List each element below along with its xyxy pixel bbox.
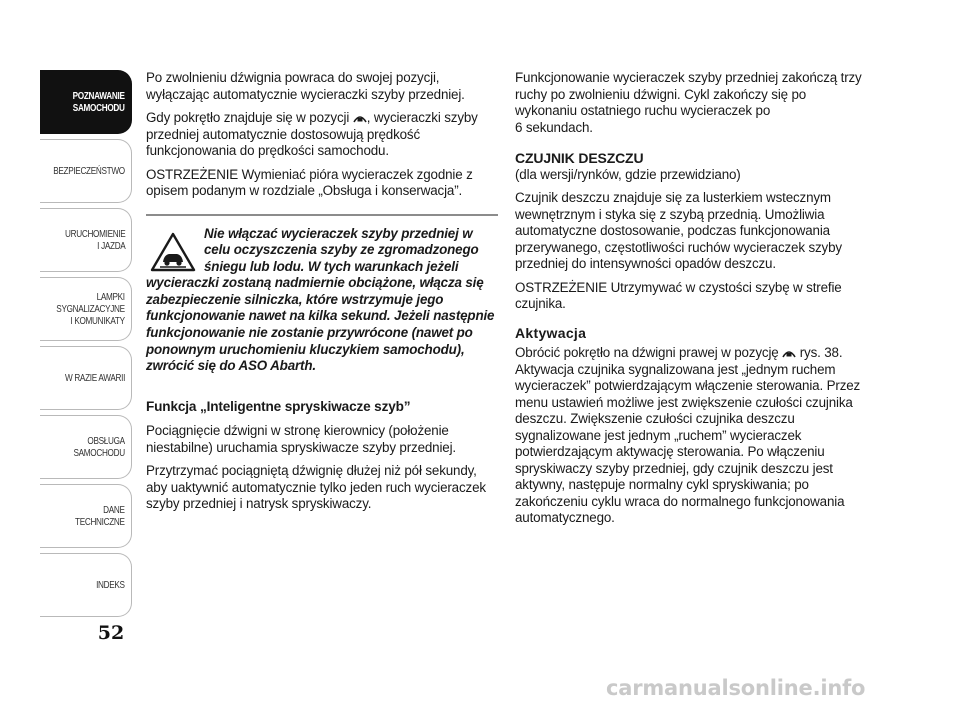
tab-poznawanie-samochodu[interactable] [40,70,132,134]
tab-obsluga-samochodu[interactable] [40,415,132,479]
paragraph: Pociągnięcie dźwigni w stronę kierownicy (położenie niestabilne) uruchamia spryskiwacze szyby przedniej. [146,423,456,455]
tab-label: URUCHOMIENIE I JAZDA [64,228,125,252]
paragraph [515,345,867,527]
warning-text: Nie włączać wycieraczek szyby przedniej w celu oczyszczenia szyby ze zgromadzonego śniegu lub lodu. W tych warunkach jeżeli wycieraczki zostaną nadmiernie obciążone, włącza się zabezpieczenie silniczka, które wstrzymuje jego funkcjonowanie nawet na kilka sekund. Jeżeli następnie funkcjonowanie nie zostanie przywrócone (nawet po ponownym uruchomieniu kluczykiem samochodu), zwrócić się do ASO Abarth. [146,225,495,374]
tab-label: DANE TECHNICZNE [75,504,125,528]
auto-wiper-symbol-icon [353,114,367,123]
tab-w-razie-awarii[interactable] [40,346,132,410]
tab-label: LAMPKI SYGNALIZACYJNE I KOMUNIKATY [56,291,125,327]
text-run: , wycieraczki szyby przedniej automatycznie dostosowują prędkość funkcjonowania do prędkości samochodu. [146,110,478,158]
tab-label: BEZPIECZEŃSTWO [53,165,125,177]
divider [146,214,498,216]
paragraph: Funkcjonowanie wycieraczek szyby przedniej zakończą trzy ruchy po zwolnieniu dźwigni. Cykl zakończy się po wykonaniu ostatniego ruchu wycieraczek po 6 sekundach. [515,70,862,135]
section-heading: CZUJNIK DESZCZU [515,150,644,166]
right-column [515,70,867,534]
tab-indeks[interactable] [40,553,132,617]
text-run: Obrócić pokrętło na dźwigni prawej w pozycję [515,345,783,360]
tab-label: INDEKS [96,579,125,591]
tab-uruchomienie-i-jazda[interactable] [40,208,132,272]
subsection-heading: Aktywacja [515,324,587,341]
left-column [146,70,498,520]
warning-box [146,226,498,375]
tab-dane-techniczne[interactable] [40,484,132,548]
paragraph: OSTRZEŻENIE Utrzymywać w czystości szybę w strefie czujnika. [515,279,842,311]
tab-lampki-sygnalizacyjne[interactable] [40,277,132,341]
heading-note: (dla wersji/rynków, gdzie przewidziano) [515,166,741,182]
car-skid-warning-icon [150,232,196,272]
tab-label: POZNAWANIE SAMOCHODU [73,90,125,114]
tab-label: OBSŁUGA SAMOCHODU [73,435,125,459]
section-subtitle: Funkcja „Inteligentne spryskiwacze szyb” [146,398,411,414]
section-tabs [40,70,132,618]
tab-label: W RAZIE AWARII [64,372,125,384]
paragraph [146,110,498,160]
paragraph: Po zwolnieniu dźwignia powraca do swojej pozycji, wyłączając automatycznie wycieraczki szyby przedniej. [146,70,465,102]
page-number: 52 [97,622,125,644]
watermark: carmanualsonline.info [606,676,866,700]
paragraph: Przytrzymać pociągniętą dźwignię dłużej niż pół sekundy, aby uaktywnić automatycznie tylko jeden ruch wycieraczek szyby przedniej i natrysk spryskiwaczy. [146,463,486,512]
paragraph: OSTRZEŻENIE Wymieniać pióra wycieraczek zgodnie z opisem podanym w rozdziale „Obsługa i konserwacja”. [146,166,473,198]
paragraph: Czujnik deszczu znajduje się za lusterkiem wstecznym wewnętrznym i styka się z szybą przednią. Umożliwia automatyczne dostosowanie, podczas funkcjonowania przerywanego, częstotliwości ruchów wycieraczek szyby przedniej do intensywności opadów deszczu. [515,190,842,271]
text-run: Gdy pokrętło znajduje się w pozycji [146,110,353,125]
tab-bezpieczenstwo[interactable] [40,139,132,203]
text-run: rys. 38. Aktywacja czujnika sygnalizowana jest „jednym ruchem wycieraczek” potwierdzającym włączenie sterowania. Przez menu ustawień możliwe jest zwiększenie czułości czujnika deszczu. Zwiększenie czułości czujnika deszczu sygnalizowane jest jednym „ruchem” wycieraczek potwierdzającym aktywację sterowania. Po włączeniu spryskiwaczy szyby przedniej, gdy czujnik deszczu jest aktywny, następuje normalny cykl spryskiwania; po zakończeniu cyklu wraca do normalnego funkcjonowania automatycznego. [515,345,861,525]
auto-wiper-symbol-icon [782,349,796,358]
